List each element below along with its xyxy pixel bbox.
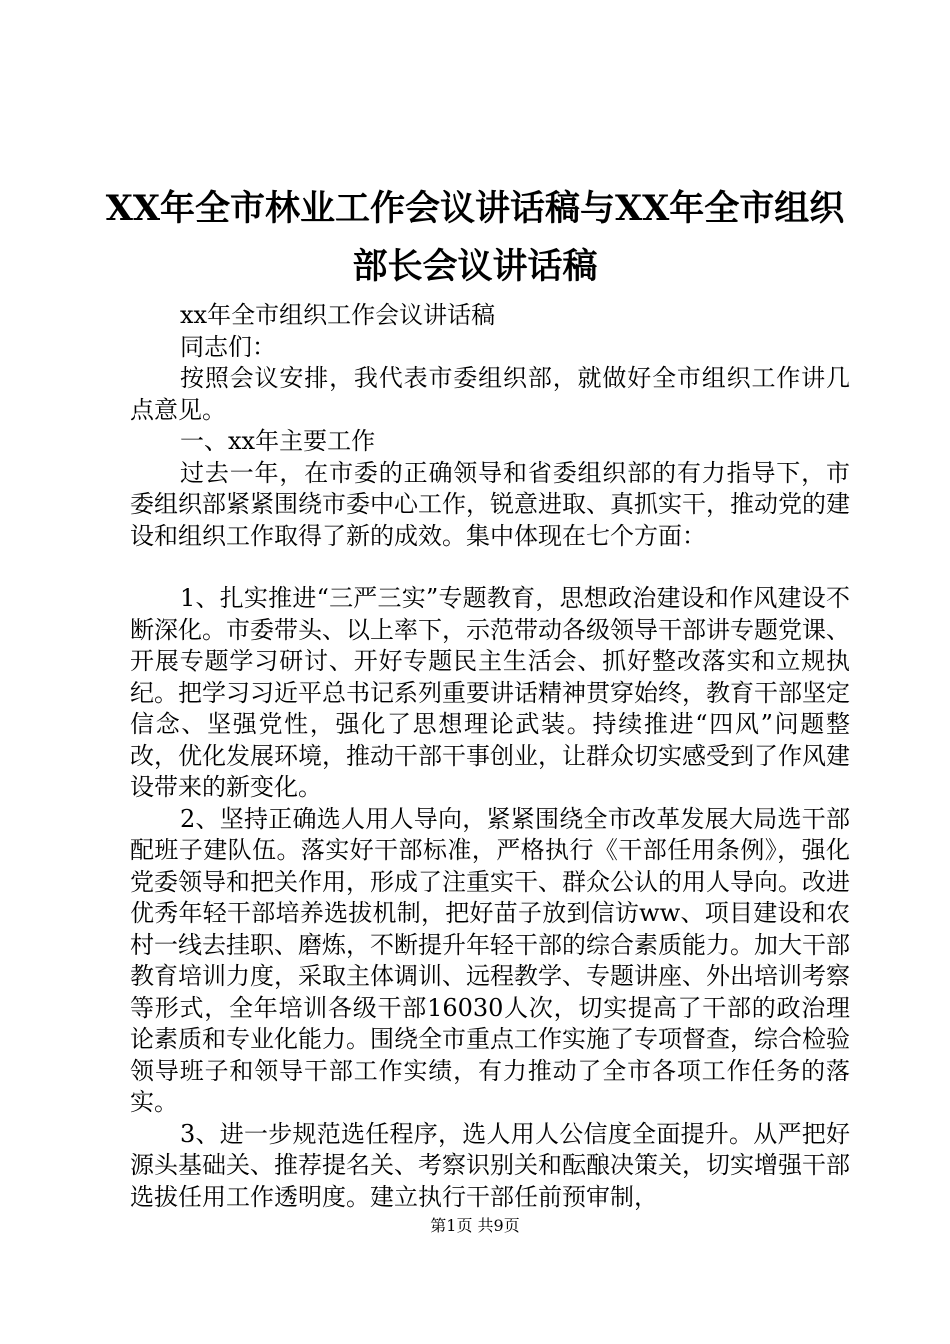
document-title: XX年全市林业工作会议讲话稿与XX年全市组织部长会议讲话稿	[105, 188, 845, 287]
document-body	[130, 300, 850, 1213]
section-heading: 一、xx年主要工作	[180, 427, 376, 455]
paragraph-point-2: 2、坚持正确选人用人导向，紧紧围绕全市改革发展大局选干部配班子建队伍。落实好干部标准，严格执行《干部任用条例》，强化党委领导和把关作用，形成了注重实干、群众公认的用人导向。改进优秀年轻干部培养选拔机制，把好苗子放到信访ww、项目建设和农村一线去挂职、磨炼，不断提升年轻干部的综合素质能力。加大干部教育培训力度，采取主体调训、远程教学、专题讲座、外出培训考察等形式，全年培训各级干部16030人次，切实提高了干部的政治理论素质和专业化能力。围绕全市重点工作实施了专项督查，综合检验领导班子和领导干部工作实绩，有力推动了全市各项工作任务的落实。	[130, 804, 850, 1116]
paragraph-salutation: 同志们：	[180, 332, 276, 361]
paragraph-heading: xx年全市组织工作会议讲话稿	[180, 301, 496, 329]
paragraph-point-1: 1、扎实推进“三严三实”专题教育，思想政治建设和作风建设不断深化。市委带头、以上率下，示范带动各级领导干部讲专题党课、开展专题学习研讨、开好专题民主生活会、抓好整改落实和立规执纪。把学习习近平总书记系列重要讲话精神贯穿始终，教育干部坚定信念、坚强党性，强化了思想理论武装。持续推进“四风”问题整改，优化发展环境，推动干部干事创业，让群众切实感受到了作风建设带来的新变化。	[130, 584, 850, 801]
paragraph-summary: 过去一年，在市委的正确领导和省委组织部的有力指导下，市委组织部紧紧围绕市委中心工作，锐意进取、真抓实干，推动党的建设和组织工作取得了新的成效。集中体现在七个方面：	[130, 458, 850, 550]
paragraph-point-3: 3、进一步规范选任程序，选人用人公信度全面提升。从严把好源头基础关、推荐提名关、考察识别关和酝酿决策关，切实增强干部选拔任用工作透明度。建立执行干部任前预审制，	[130, 1119, 850, 1211]
paragraph-intro: 按照会议安排，我代表市委组织部，就做好全市组织工作讲几点意见。	[130, 364, 850, 424]
page-footer: 第1页 共9页	[430, 1216, 520, 1235]
paragraph-spacer	[130, 552, 850, 583]
